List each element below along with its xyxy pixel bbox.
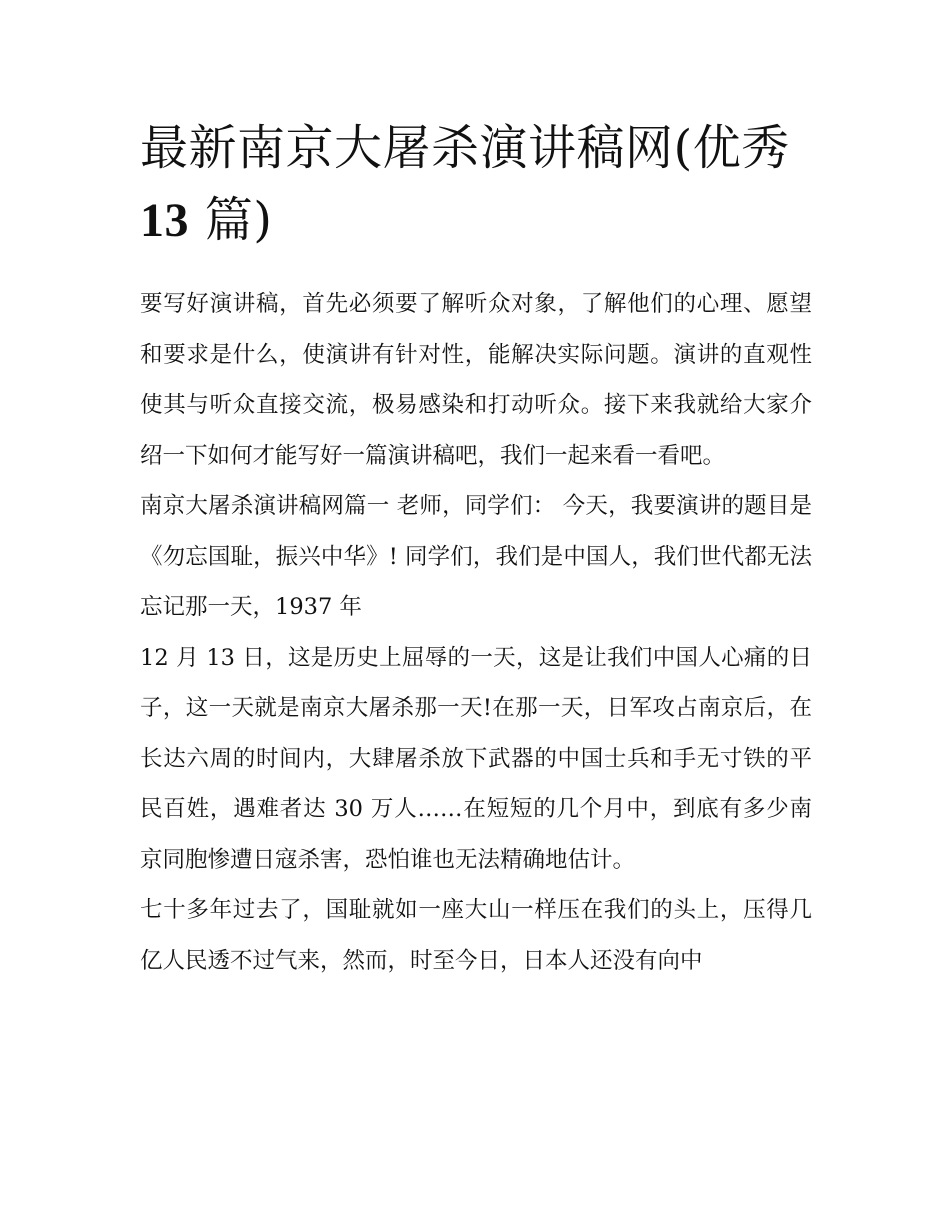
document-title (140, 112, 812, 257)
document-page (140, 112, 812, 986)
title-number: 13 (140, 194, 189, 247)
paragraph-history: 12 月 13 日，这是历史上屈辱的一天，这是让我们中国人心痛的日子，这一天就是南京大屠杀那一天!在那一天，日军攻占南京后，在长达六周的时间内，大肆屠杀放下武器的中国士兵和手无寸铁的平民百姓，遇难者达 30 万人……在短短的几个月中，到底有多少南京同胞惨遭日寇杀害，恐怕谁也无法精确地估计。 (140, 644, 812, 873)
title-line-1: 最新南京大屠杀演讲稿网(优秀 (140, 120, 790, 176)
paragraph-seventy-years: 七十多年过去了，国耻就如一座大山一样压在我们的头上，压得几亿人民透不过气来，然而，时至今日，日本人还没有向中 (140, 897, 812, 974)
title-line-2: 篇) (189, 192, 273, 248)
paragraph-speech-opening: 南京大屠杀演讲稿网篇一 老师，同学们： 今天，我要演讲的题目是《勿忘国耻，振兴中华》! 同学们，我们是中国人，我们世代都无法忘记那一天，1937 年 (140, 493, 812, 620)
paragraph-intro: 要写好演讲稿，首先必须要了解听众对象，了解他们的心理、愿望和要求是什么，使演讲有针对性，能解决实际问题。演讲的直观性使其与听众直接交流，极易感染和打动听众。接下来我就给大家介绍一下如何才能写好一篇演讲稿吧，我们一起来看一看吧。 (140, 291, 812, 469)
